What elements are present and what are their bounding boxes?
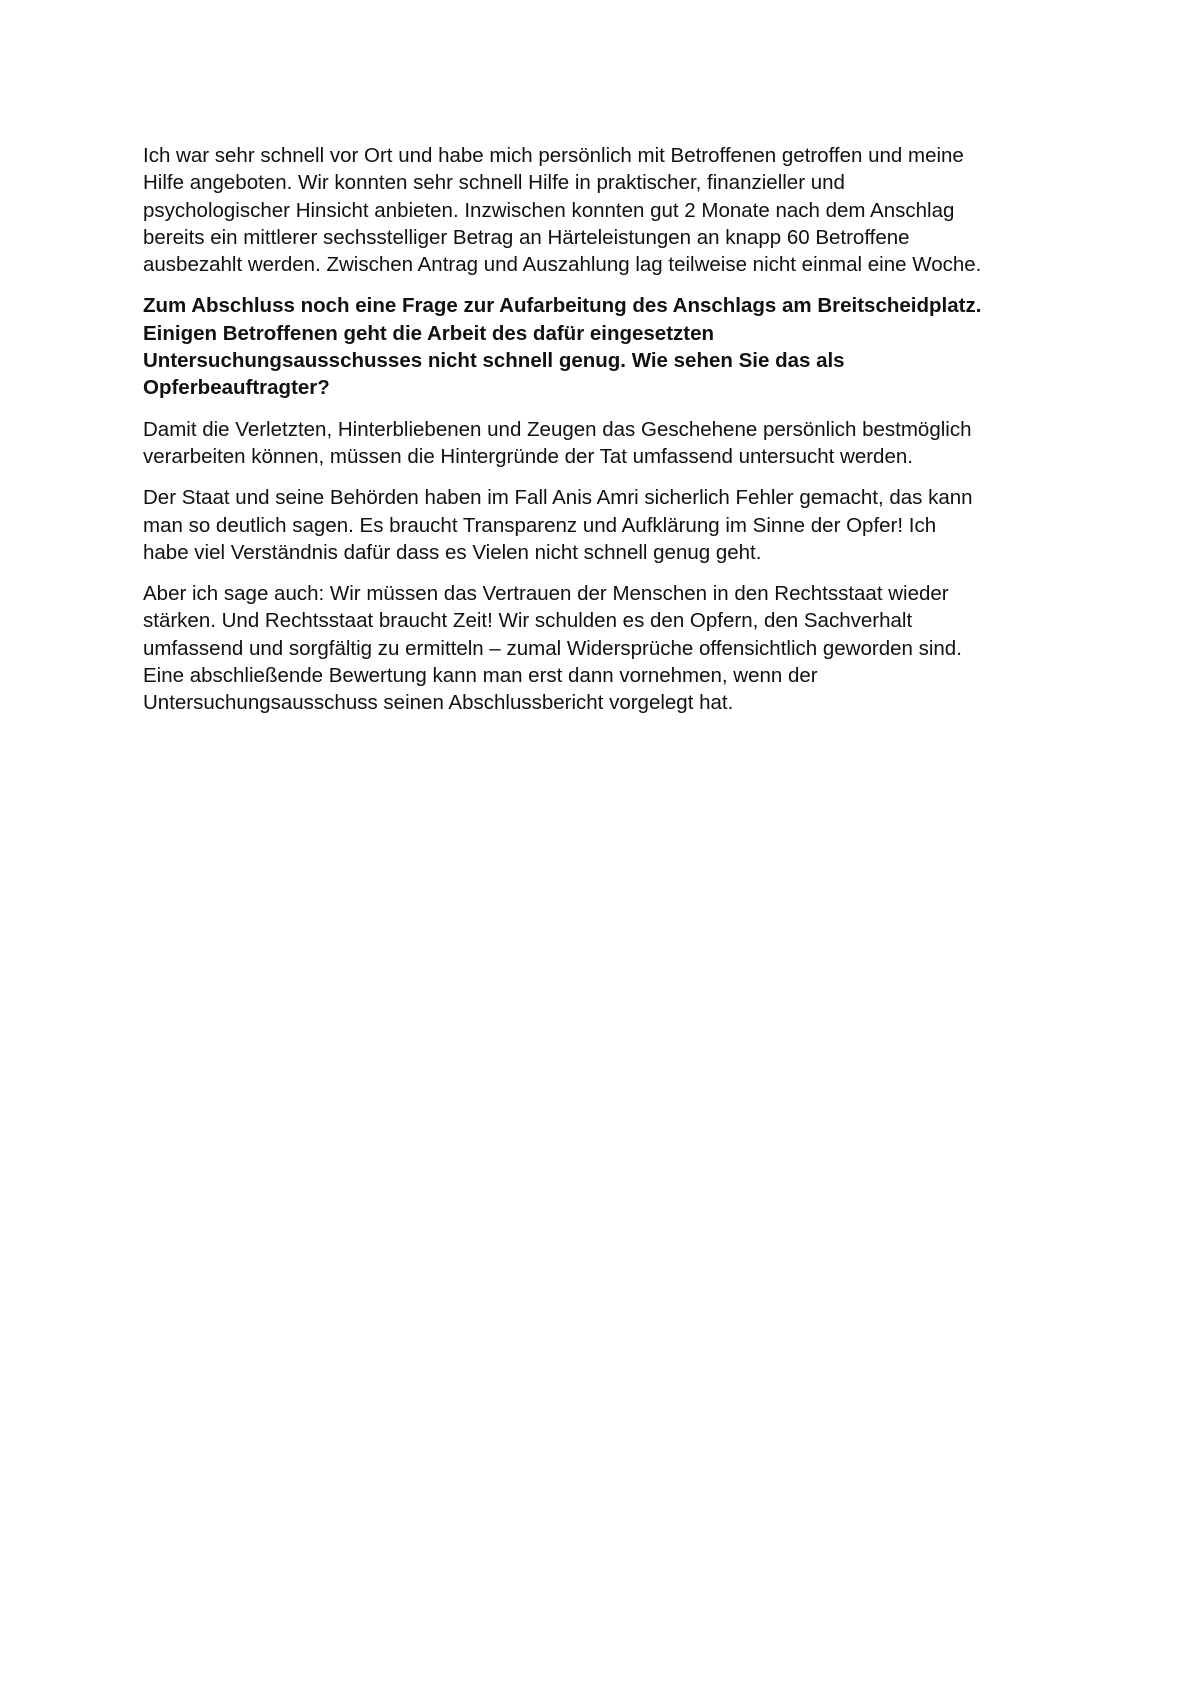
text-line: verarbeiten können, müssen die Hintergründe der Tat umfassend untersucht werden. [143, 444, 913, 468]
text-line: Opferbeauftragter? [143, 376, 330, 400]
text-line: psychologischer Hinsicht anbieten. Inzwischen konnten gut 2 Monate nach dem Anschlag [143, 198, 955, 222]
text-line: umfassend und sorgfältig zu ermitteln – zumal Widersprüche offensichtlich geworden sind. [143, 636, 962, 660]
text-line: Eine abschließende Bewertung kann man erst dann vornehmen, wenn der [143, 664, 818, 688]
text-line: Der Staat und seine Behörden haben im Fall Anis Amri sicherlich Fehler gemacht, das kann [143, 486, 973, 510]
answer-paragraph-1 [143, 142, 1063, 278]
text-line: ausbezahlt werden. Zwischen Antrag und Auszahlung lag teilweise nicht einmal eine Woche. [143, 253, 982, 277]
answer-paragraph-2 [143, 416, 1063, 471]
text-line: Ich war sehr schnell vor Ort und habe mich persönlich mit Betroffenen getroffen und meine [143, 144, 964, 167]
answer-paragraph-3 [143, 484, 1063, 566]
text-line: Damit die Verletzten, Hinterbliebenen und Zeugen das Geschehene persönlich bestmöglich [143, 417, 972, 441]
text-line: stärken. Und Rechtsstaat braucht Zeit! Wir schulden es den Opfern, den Sachverhalt [143, 609, 913, 633]
text-line: Untersuchungsausschusses nicht schnell genug. Wie sehen Sie das als [143, 349, 845, 373]
text-line: Einigen Betroffenen geht die Arbeit des dafür eingesetzten [143, 321, 715, 345]
text-line: Zum Abschluss noch eine Frage zur Aufarbeitung des Anschlags am Breitscheidplatz. [143, 294, 982, 318]
document-body [143, 142, 1063, 731]
text-line: Aber ich sage auch: Wir müssen das Vertrauen der Menschen in den Rechtsstaat wieder [143, 582, 949, 606]
text-line: habe viel Verständnis dafür dass es Vielen nicht schnell genug geht. [143, 540, 762, 564]
text-line: Untersuchungsausschuss seinen Abschlussbericht vorgelegt hat. [143, 691, 734, 715]
text-line: Hilfe angeboten. Wir konnten sehr schnell Hilfe in praktischer, finanzieller und [143, 171, 845, 195]
text-line: bereits ein mittlerer sechsstelliger Betrag an Härteleistungen an knapp 60 Betroffene [143, 225, 910, 249]
question-paragraph [143, 292, 1063, 401]
answer-paragraph-4 [143, 580, 1063, 716]
text-line: man so deutlich sagen. Es braucht Transparenz und Aufklärung im Sinne der Opfer! Ich [143, 513, 937, 537]
